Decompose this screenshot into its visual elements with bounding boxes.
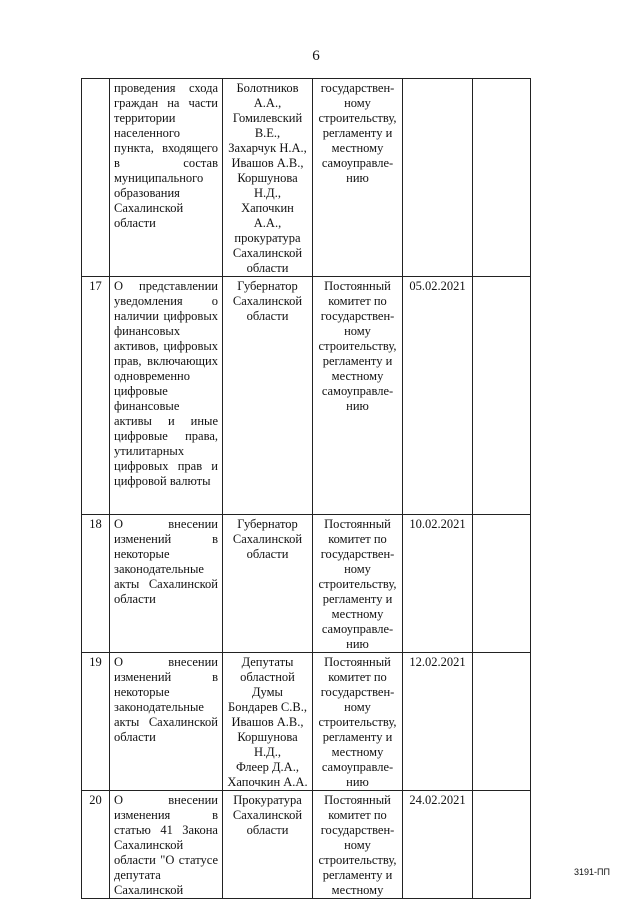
table-row bbox=[82, 79, 531, 277]
initiator: Прокуратура Сахалинской области bbox=[223, 791, 313, 899]
submission-date: 24.02.2021 bbox=[403, 791, 473, 899]
bill-title: О внесении изменения в статью 41 Закона Сахалинской области "О статусе депутата Сахалинской bbox=[110, 791, 223, 899]
initiator: Болотников А.А., Гомилевский В.Е., Захарчук Н.А., Ивашов А.В., Коршунова Н.Д., Хапочкин А.А., прокуратура Сахалинской области bbox=[223, 79, 313, 277]
responsible-committee: Постоянный комитет по государствен- ному строительству, регламенту и местному самоуправле- нию bbox=[313, 277, 403, 515]
table-row bbox=[82, 653, 531, 791]
submission-date: 12.02.2021 bbox=[403, 653, 473, 791]
row-number: 17 bbox=[82, 277, 110, 515]
initiator: Губернатор Сахалинской области bbox=[223, 515, 313, 653]
notes-cell bbox=[473, 791, 531, 899]
row-number: 19 bbox=[82, 653, 110, 791]
table-row bbox=[82, 791, 531, 899]
bill-title: проведения схода граждан на части территории населенного пункта, входящего в состав муниципального образования Сахалинской области bbox=[110, 79, 223, 277]
responsible-committee: Постоянный комитет по государствен- ному строительству, регламенту и местному самоуправле- нию bbox=[313, 515, 403, 653]
initiator: Губернатор Сахалинской области bbox=[223, 277, 313, 515]
notes-cell bbox=[473, 79, 531, 277]
notes-cell bbox=[473, 653, 531, 791]
table-row bbox=[82, 515, 531, 653]
responsible-committee: Постоянный комитет по государствен- ному строительству, регламенту и местному bbox=[313, 791, 403, 899]
row-number bbox=[82, 79, 110, 277]
responsible-committee: государствен- ному строительству, регламенту и местному самоуправле- нию bbox=[313, 79, 403, 277]
submission-date: 05.02.2021 bbox=[403, 277, 473, 515]
responsible-committee: Постоянный комитет по государствен- ному строительству, регламенту и местному самоуправле- нию bbox=[313, 653, 403, 791]
row-number: 20 bbox=[82, 791, 110, 899]
notes-cell bbox=[473, 515, 531, 653]
page-number: 6 bbox=[312, 48, 320, 64]
bills-table bbox=[81, 78, 531, 899]
bill-title: О внесении изменений в некоторые законодательные акты Сахалинской области bbox=[110, 653, 223, 791]
bill-title: О внесении изменений в некоторые законодательные акты Сахалинской области bbox=[110, 515, 223, 653]
table-row bbox=[82, 277, 531, 515]
submission-date bbox=[403, 79, 473, 277]
notes-cell bbox=[473, 277, 531, 515]
bill-title: О представлении уведомления о наличии цифровых финансовых активов, цифровых прав, включающих одновременно цифровые финансовые активы и иные цифровые права, утилитарных цифровых прав и цифровой валюты bbox=[110, 277, 223, 515]
row-number: 18 bbox=[82, 515, 110, 653]
initiator: Депутаты областной Думы Бондарев С.В., Ивашов А.В., Коршунова Н.Д., Флеер Д.А., Хапочкин А.А. bbox=[223, 653, 313, 791]
submission-date: 10.02.2021 bbox=[403, 515, 473, 653]
document-code: 3191-ПП bbox=[574, 867, 610, 877]
